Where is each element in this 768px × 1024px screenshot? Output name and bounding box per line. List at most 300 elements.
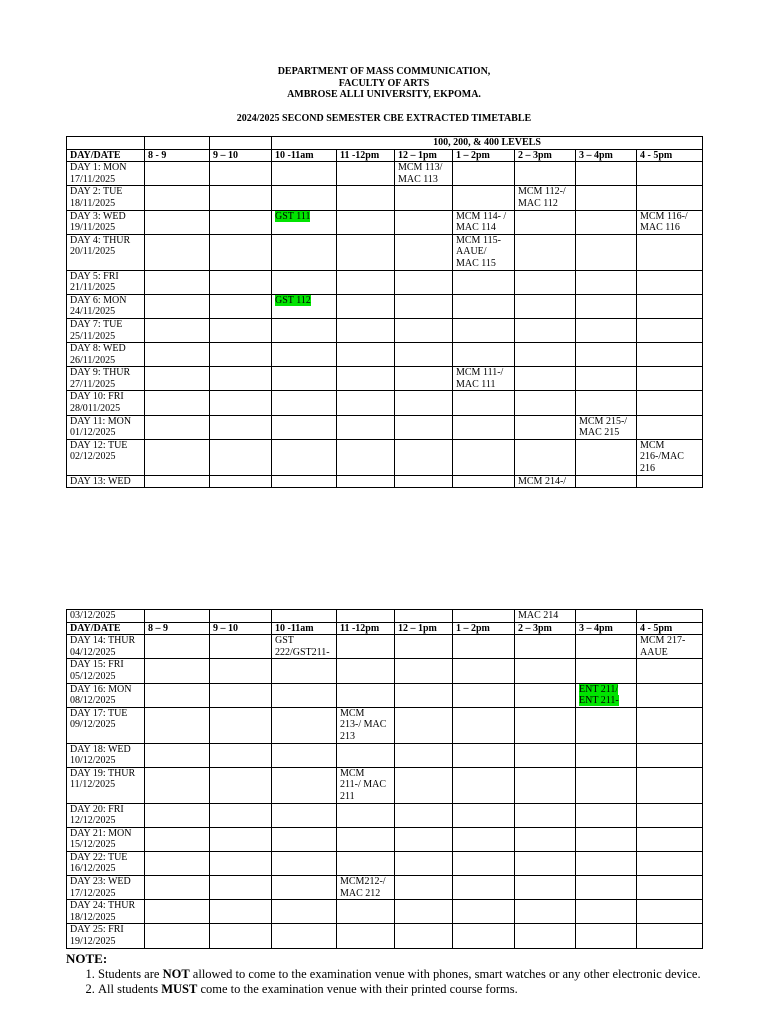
empty-cell xyxy=(145,659,210,683)
empty-cell xyxy=(395,635,453,659)
column-header: 11 -12pm xyxy=(337,622,395,635)
table-row xyxy=(67,391,703,415)
empty-cell xyxy=(576,294,637,318)
empty-cell xyxy=(272,186,337,210)
day-date-cell: DAY 2: TUE 18/11/2025 xyxy=(67,186,145,210)
empty-cell xyxy=(272,270,337,294)
note-text: Students are xyxy=(98,967,163,981)
empty-cell xyxy=(576,743,637,767)
empty-cell xyxy=(145,803,210,827)
empty-cell xyxy=(395,851,453,875)
empty-cell xyxy=(453,318,515,342)
empty-cell xyxy=(210,234,272,270)
note-heading: NOTE: xyxy=(66,951,108,966)
column-header: 8 – 9 xyxy=(145,622,210,635)
empty-cell xyxy=(272,610,337,623)
empty-cell xyxy=(453,924,515,948)
note-text: All students xyxy=(98,982,162,996)
empty-cell xyxy=(337,210,395,234)
empty-cell xyxy=(395,827,453,851)
empty-cell xyxy=(453,635,515,659)
table-row xyxy=(67,900,703,924)
empty-cell xyxy=(272,659,337,683)
table-row xyxy=(67,635,703,659)
empty-cell xyxy=(515,210,576,234)
note-item xyxy=(98,967,706,982)
empty-cell xyxy=(272,343,337,367)
exam-cell: MCM 213-/ MAC 213 xyxy=(337,707,395,743)
column-header: 9 – 10 xyxy=(210,622,272,635)
empty-cell xyxy=(395,318,453,342)
exam-cell: MCM 111-/ MAC 111 xyxy=(453,367,515,391)
empty-cell xyxy=(515,162,576,186)
exam-cell: MCM 214-/ xyxy=(515,475,576,488)
empty-cell xyxy=(515,439,576,475)
day-date-cell: DAY 14: THUR 04/12/2025 xyxy=(67,635,145,659)
empty-cell xyxy=(453,391,515,415)
empty-cell xyxy=(145,294,210,318)
empty-cell xyxy=(272,803,337,827)
table-row xyxy=(67,743,703,767)
empty-cell xyxy=(515,391,576,415)
column-header: 8 - 9 xyxy=(145,149,210,162)
exam-cell: MCM 216-/MAC 216 xyxy=(637,439,703,475)
empty-cell xyxy=(576,635,637,659)
empty-cell xyxy=(272,924,337,948)
timetable-part-2 xyxy=(66,609,703,949)
empty-cell xyxy=(515,294,576,318)
empty-cell xyxy=(210,415,272,439)
column-header: 4 - 5pm xyxy=(637,622,703,635)
day-date-cell: DAY 3: WED 19/11/2025 xyxy=(67,210,145,234)
empty-cell xyxy=(272,391,337,415)
empty-cell xyxy=(337,851,395,875)
empty-cell xyxy=(395,367,453,391)
empty-cell xyxy=(576,318,637,342)
empty-cell xyxy=(210,635,272,659)
empty-cell xyxy=(515,415,576,439)
empty-cell xyxy=(453,767,515,803)
empty-cell xyxy=(395,924,453,948)
empty-cell xyxy=(637,391,703,415)
table-row xyxy=(67,683,703,707)
table-row xyxy=(67,707,703,743)
empty-cell xyxy=(210,343,272,367)
empty-cell xyxy=(453,162,515,186)
empty-cell xyxy=(145,743,210,767)
empty-cell xyxy=(145,343,210,367)
empty-cell xyxy=(272,162,337,186)
empty-cell xyxy=(145,186,210,210)
empty-cell xyxy=(210,743,272,767)
empty-cell xyxy=(337,900,395,924)
empty-cell xyxy=(210,294,272,318)
empty-cell xyxy=(272,475,337,488)
empty-cell xyxy=(637,707,703,743)
empty-cell xyxy=(272,318,337,342)
empty-cell xyxy=(210,162,272,186)
empty-cell xyxy=(145,767,210,803)
levels-row xyxy=(67,137,703,150)
empty-cell xyxy=(145,137,210,150)
note-emphasis: NOT xyxy=(162,967,190,981)
empty-cell xyxy=(210,803,272,827)
empty-cell xyxy=(395,707,453,743)
empty-cell xyxy=(637,803,703,827)
empty-cell xyxy=(272,367,337,391)
day-date-cell: DAY 6: MON 24/11/2025 xyxy=(67,294,145,318)
empty-cell xyxy=(637,683,703,707)
empty-cell xyxy=(576,343,637,367)
empty-cell xyxy=(515,318,576,342)
day-date-cell: DAY 16: MON 08/12/2025 xyxy=(67,683,145,707)
table-row xyxy=(67,270,703,294)
empty-cell xyxy=(637,767,703,803)
empty-cell xyxy=(337,270,395,294)
empty-cell xyxy=(210,610,272,623)
table-row xyxy=(67,475,703,488)
empty-cell xyxy=(515,270,576,294)
empty-cell xyxy=(395,391,453,415)
table-row xyxy=(67,827,703,851)
empty-cell xyxy=(395,415,453,439)
table-row xyxy=(67,367,703,391)
empty-cell xyxy=(272,767,337,803)
column-header: 3 – 4pm xyxy=(576,149,637,162)
table-row xyxy=(67,924,703,948)
empty-cell xyxy=(145,270,210,294)
timetable-title: 2024/2025 SECOND SEMESTER CBE EXTRACTED TIMETABLE xyxy=(236,112,532,124)
empty-cell xyxy=(453,439,515,475)
empty-cell xyxy=(210,851,272,875)
empty-cell xyxy=(515,343,576,367)
empty-cell xyxy=(576,900,637,924)
empty-cell xyxy=(395,876,453,900)
empty-cell xyxy=(395,659,453,683)
empty-cell xyxy=(145,439,210,475)
day-date-cell: DAY 10: FRI 28/011/2025 xyxy=(67,391,145,415)
empty-cell xyxy=(337,610,395,623)
day-date-cell: DAY 11: MON 01/12/2025 xyxy=(67,415,145,439)
empty-cell xyxy=(453,343,515,367)
empty-cell xyxy=(637,851,703,875)
empty-cell xyxy=(453,610,515,623)
empty-cell xyxy=(337,924,395,948)
empty-cell xyxy=(576,610,637,623)
empty-cell xyxy=(210,318,272,342)
empty-cell xyxy=(576,234,637,270)
empty-cell xyxy=(337,162,395,186)
department-line: DEPARTMENT OF MASS COMMUNICATION, xyxy=(277,66,491,77)
empty-cell xyxy=(272,743,337,767)
empty-cell xyxy=(272,851,337,875)
column-header: 12 – 1pm xyxy=(395,149,453,162)
day-date-cell: DAY 20: FRI 12/12/2025 xyxy=(67,803,145,827)
empty-cell xyxy=(576,475,637,488)
empty-cell xyxy=(337,234,395,270)
empty-cell xyxy=(145,876,210,900)
empty-cell xyxy=(210,186,272,210)
empty-cell xyxy=(395,210,453,234)
empty-cell xyxy=(637,876,703,900)
empty-cell xyxy=(395,270,453,294)
empty-cell xyxy=(337,659,395,683)
empty-cell xyxy=(395,343,453,367)
empty-cell xyxy=(453,851,515,875)
table-row xyxy=(67,876,703,900)
empty-cell xyxy=(515,803,576,827)
empty-cell xyxy=(515,367,576,391)
empty-cell xyxy=(210,210,272,234)
empty-cell xyxy=(515,659,576,683)
empty-cell xyxy=(272,876,337,900)
day-date-cell: DAY 13: WED xyxy=(67,475,145,488)
empty-cell xyxy=(576,876,637,900)
empty-cell xyxy=(395,610,453,623)
empty-cell xyxy=(637,827,703,851)
empty-cell xyxy=(453,659,515,683)
table-header-row xyxy=(67,149,703,162)
day-date-cell: DAY 4: THUR 20/11/2025 xyxy=(67,234,145,270)
table-row xyxy=(67,234,703,270)
day-date-cell: DAY 5: FRI 21/11/2025 xyxy=(67,270,145,294)
empty-cell xyxy=(337,635,395,659)
empty-cell xyxy=(210,767,272,803)
empty-cell xyxy=(145,827,210,851)
empty-cell xyxy=(145,234,210,270)
exam-cell: ENT 211/ ENT 211- xyxy=(576,683,637,707)
empty-cell xyxy=(515,743,576,767)
note-item xyxy=(98,982,706,997)
empty-cell xyxy=(272,900,337,924)
empty-cell xyxy=(637,415,703,439)
day-date-cell: DAY 23: WED 17/12/2025 xyxy=(67,876,145,900)
empty-cell xyxy=(637,659,703,683)
empty-cell xyxy=(637,924,703,948)
empty-cell xyxy=(515,234,576,270)
university-line: AMBROSE ALLI UNIVERSITY, EKPOMA. xyxy=(287,89,481,100)
empty-cell xyxy=(515,635,576,659)
empty-cell xyxy=(272,234,337,270)
empty-cell xyxy=(453,270,515,294)
table-row xyxy=(67,803,703,827)
empty-cell xyxy=(576,803,637,827)
exam-cell: MCM 112-/ MAC 112 xyxy=(515,186,576,210)
day-date-cell: DAY 22: TUE 16/12/2025 xyxy=(67,851,145,875)
empty-cell xyxy=(576,270,637,294)
empty-cell xyxy=(637,234,703,270)
empty-cell xyxy=(576,210,637,234)
empty-cell xyxy=(576,827,637,851)
empty-cell xyxy=(515,707,576,743)
empty-cell xyxy=(637,318,703,342)
empty-cell xyxy=(637,270,703,294)
empty-cell xyxy=(515,900,576,924)
day-date-cell: DAY 19: THUR 11/12/2025 xyxy=(67,767,145,803)
exam-cell: MCM 211-/ MAC 211 xyxy=(337,767,395,803)
day-date-cell: DAY 25: FRI 19/12/2025 xyxy=(67,924,145,948)
empty-cell xyxy=(453,683,515,707)
empty-cell xyxy=(637,475,703,488)
empty-cell xyxy=(453,186,515,210)
empty-cell xyxy=(576,767,637,803)
column-header: 3 – 4pm xyxy=(576,622,637,635)
empty-cell xyxy=(395,439,453,475)
note-section xyxy=(66,951,706,997)
empty-cell xyxy=(337,475,395,488)
levels-label: 100, 200, & 400 LEVELS xyxy=(272,137,703,150)
table-header-row xyxy=(67,622,703,635)
note-list xyxy=(66,967,706,997)
empty-cell xyxy=(145,210,210,234)
column-header: DAY/DATE xyxy=(67,622,145,635)
exam-cell: GST 112 xyxy=(272,294,337,318)
empty-cell xyxy=(515,876,576,900)
empty-cell xyxy=(210,475,272,488)
day-date-cell: DAY 8: WED 26/11/2025 xyxy=(67,343,145,367)
empty-cell xyxy=(395,803,453,827)
empty-cell xyxy=(576,851,637,875)
column-header: 11 -12pm xyxy=(337,149,395,162)
empty-cell xyxy=(272,683,337,707)
column-header: 2 – 3pm xyxy=(515,622,576,635)
exam-cell: MCM 215-/ MAC 215 xyxy=(576,415,637,439)
empty-cell xyxy=(145,610,210,623)
empty-cell xyxy=(395,234,453,270)
empty-cell xyxy=(515,851,576,875)
column-header: 2 – 3pm xyxy=(515,149,576,162)
empty-cell xyxy=(337,186,395,210)
empty-cell xyxy=(337,294,395,318)
table-row xyxy=(67,767,703,803)
column-header: DAY/DATE xyxy=(67,149,145,162)
exam-cell: GST 222/GST211- xyxy=(272,635,337,659)
empty-cell xyxy=(515,924,576,948)
column-header: 12 – 1pm xyxy=(395,622,453,635)
faculty-line: FACULTY OF ARTS xyxy=(338,77,430,89)
table-row xyxy=(67,210,703,234)
day-date-cell: DAY 17: TUE 09/12/2025 xyxy=(67,707,145,743)
exam-cell: GST 111 xyxy=(272,210,337,234)
empty-cell xyxy=(337,743,395,767)
empty-cell xyxy=(637,610,703,623)
empty-cell xyxy=(453,707,515,743)
empty-cell xyxy=(145,635,210,659)
empty-cell xyxy=(337,439,395,475)
empty-cell xyxy=(576,162,637,186)
empty-cell xyxy=(637,186,703,210)
empty-cell xyxy=(395,743,453,767)
empty-cell xyxy=(337,318,395,342)
empty-cell xyxy=(576,924,637,948)
day-date-cell: DAY 15: FRI 05/12/2025 xyxy=(67,659,145,683)
empty-cell xyxy=(453,900,515,924)
note-text: allowed to come to the examination venue with phones, smart watches or any other electronic device. xyxy=(189,967,701,981)
day-date-cell: DAY 9: THUR 27/11/2025 xyxy=(67,367,145,391)
empty-cell xyxy=(145,851,210,875)
day-date-cell: DAY 1: MON 17/11/2025 xyxy=(67,162,145,186)
empty-cell xyxy=(210,137,272,150)
exam-cell: MCM 114- / MAC 114 xyxy=(453,210,515,234)
table-row xyxy=(67,610,703,623)
empty-cell xyxy=(395,900,453,924)
empty-cell xyxy=(210,270,272,294)
table-row xyxy=(67,343,703,367)
empty-cell xyxy=(395,767,453,803)
empty-cell xyxy=(453,294,515,318)
empty-cell xyxy=(145,415,210,439)
empty-cell xyxy=(272,827,337,851)
empty-cell xyxy=(337,367,395,391)
table-row xyxy=(67,851,703,875)
empty-cell xyxy=(272,415,337,439)
empty-cell xyxy=(337,415,395,439)
empty-cell xyxy=(637,162,703,186)
empty-cell xyxy=(453,876,515,900)
empty-cell xyxy=(453,475,515,488)
empty-cell xyxy=(576,391,637,415)
empty-cell xyxy=(395,475,453,488)
empty-cell xyxy=(210,367,272,391)
empty-cell xyxy=(395,683,453,707)
note-emphasis: MUST xyxy=(161,982,198,996)
empty-cell xyxy=(453,415,515,439)
empty-cell xyxy=(637,343,703,367)
empty-cell xyxy=(145,900,210,924)
empty-cell xyxy=(337,343,395,367)
table-row xyxy=(67,318,703,342)
empty-cell xyxy=(576,659,637,683)
document-header xyxy=(0,66,768,124)
table-row xyxy=(67,162,703,186)
table-row xyxy=(67,415,703,439)
table-row xyxy=(67,186,703,210)
day-date-cell: DAY 21: MON 15/12/2025 xyxy=(67,827,145,851)
empty-cell xyxy=(576,367,637,391)
empty-cell xyxy=(637,367,703,391)
empty-cell xyxy=(210,924,272,948)
empty-cell xyxy=(272,707,337,743)
table-row xyxy=(67,659,703,683)
empty-cell xyxy=(210,900,272,924)
table-row xyxy=(67,439,703,475)
empty-cell xyxy=(145,367,210,391)
note-text: come to the examination venue with their printed course forms. xyxy=(197,982,518,996)
empty-cell xyxy=(210,683,272,707)
day-date-cell: 03/12/2025 xyxy=(67,610,145,623)
empty-cell xyxy=(67,137,145,150)
empty-cell xyxy=(210,707,272,743)
column-header: 9 – 10 xyxy=(210,149,272,162)
day-date-cell: DAY 18: WED 10/12/2025 xyxy=(67,743,145,767)
empty-cell xyxy=(453,743,515,767)
empty-cell xyxy=(210,876,272,900)
column-header: 4 - 5pm xyxy=(637,149,703,162)
empty-cell xyxy=(395,294,453,318)
exam-cell: MCM 116-/ MAC 116 xyxy=(637,210,703,234)
day-date-cell: DAY 12: TUE 02/12/2025 xyxy=(67,439,145,475)
empty-cell xyxy=(337,803,395,827)
empty-cell xyxy=(515,683,576,707)
empty-cell xyxy=(576,707,637,743)
empty-cell xyxy=(210,391,272,415)
empty-cell xyxy=(515,827,576,851)
empty-cell xyxy=(637,743,703,767)
day-date-cell: DAY 24: THUR 18/12/2025 xyxy=(67,900,145,924)
empty-cell xyxy=(337,683,395,707)
exam-cell: MCM 113/ MAC 113 xyxy=(395,162,453,186)
column-header: 1 – 2pm xyxy=(453,622,515,635)
